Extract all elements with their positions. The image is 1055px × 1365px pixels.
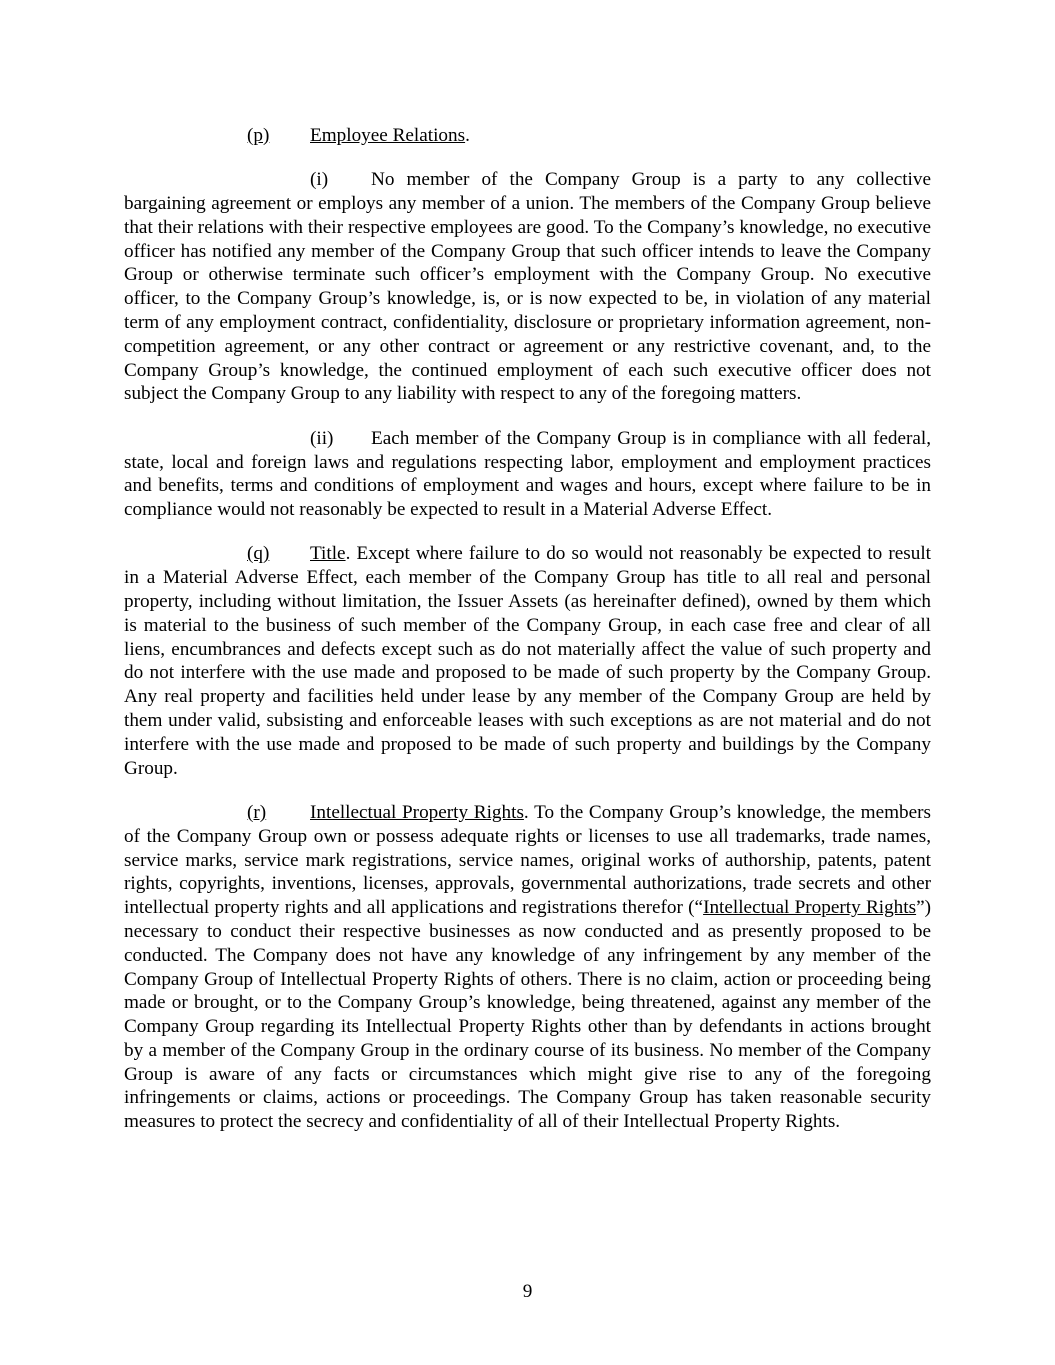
- section-p-title-suffix: .: [465, 125, 470, 146]
- section-r-marker: (r): [247, 801, 267, 823]
- section-p-ii-paragraph: [124, 427, 931, 522]
- section-q-marker: (q): [247, 543, 270, 565]
- section-p-i-paragraph: [124, 168, 931, 406]
- section-q-paragraph: [124, 542, 931, 780]
- section-p-marker: (p): [247, 125, 270, 146]
- section-q-text: . Except where failure to do so would not reasonably be expected to result in a Material Adverse Effect, each member of the Company Group has title to all real and personal property, including without limitation, the Issuer Assets (as hereinafter defined), owned by them which is material to the business of such member of the Company Group, in each case free and clear of all liens, encumbrances and defects except such as do not materially affect the value of such property and do not interfere with the use made and proposed to be made of such property by the Company Group. Any real property and facilities held under lease by any member of the Company Group are held by them under valid, subsisting and enforceable leases with such exceptions as are not material and do not interfere with the use made and proposed to be made of such property and buildings by the Company Group.: [124, 543, 931, 779]
- document-page: [124, 124, 931, 1155]
- section-r-text-2: ”) necessary to conduct their respective businesses as now conducted and as presently proposed to be conducted. The Company does not have any knowledge of any infringement by any member of the Company Group of Intellectual Property Rights of others. There is no claim, action or proceeding being made or brought, or to the Company Group’s knowledge, being threatened, against any member of the Company Group regarding its Intellectual Property Rights other than by defendants in actions brought by a member of the Company Group in the ordinary course of its business. No member of the Company Group is aware of any facts or circumstances which might give rise to any of the foregoing infringements or claims, actions or proceedings. The Company Group has taken reasonable security measures to protect the secrecy and confidentiality of all of their Intellectual Property Rights.: [124, 897, 931, 1133]
- section-r-paragraph: [124, 801, 931, 1134]
- section-r-text-1: . To the Company Group’s knowledge, the members of the Company Group own or possess adequate rights or licenses to use all trademarks, trade names, service marks, service mark registrations, service names, original works of authorship, patents, patent rights, copyrights, inventions, licenses, approvals, governmental authorizations, trade secrets and other intellectual property rights and all applications and registrations therefor (“: [124, 801, 931, 919]
- section-r-title: Intellectual Property Rights: [310, 801, 524, 823]
- section-p-ii-text: Each member of the Company Group is in compliance with all federal, state, local and foreign laws and regulations respecting labor, employment and employment practices and benefits, terms and conditions of employment and wages and hours, except where failure to be in compliance would not reasonably be expected to result in a Material Adverse Effect.: [124, 427, 931, 521]
- section-q-title: Title: [310, 543, 346, 565]
- section-r-defined-term: Intellectual Property Rights: [703, 897, 917, 919]
- section-p-ii-marker: (ii): [310, 427, 334, 449]
- section-p-i-text: No member of the Company Group is a party to any collective bargaining agreement or employs any member of a union. The members of the Company Group believe that their relations with their respective employees are good. To the Company’s knowledge, no executive officer has notified any member of the Company Group that such officer intends to leave the Company Group or otherwise terminate such officer’s employment with the Company Group. No executive officer, to the Company Group’s knowledge, is, or is now expected to be, in violation of any material term of any employment contract, confidentiality, disclosure or proprietary information agreement, non-competition agreement, or any other contract or agreement or any restrictive covenant, and, to the Company Group’s knowledge, the continued employment of each such executive officer does not subject the Company Group to any liability with respect to any of the foregoing matters.: [124, 169, 931, 405]
- section-p-i-marker: (i): [310, 169, 329, 191]
- section-p-title: Employee Relations: [310, 125, 466, 146]
- page-number: 9: [522, 1281, 533, 1302]
- section-p-heading: [124, 124, 931, 148]
